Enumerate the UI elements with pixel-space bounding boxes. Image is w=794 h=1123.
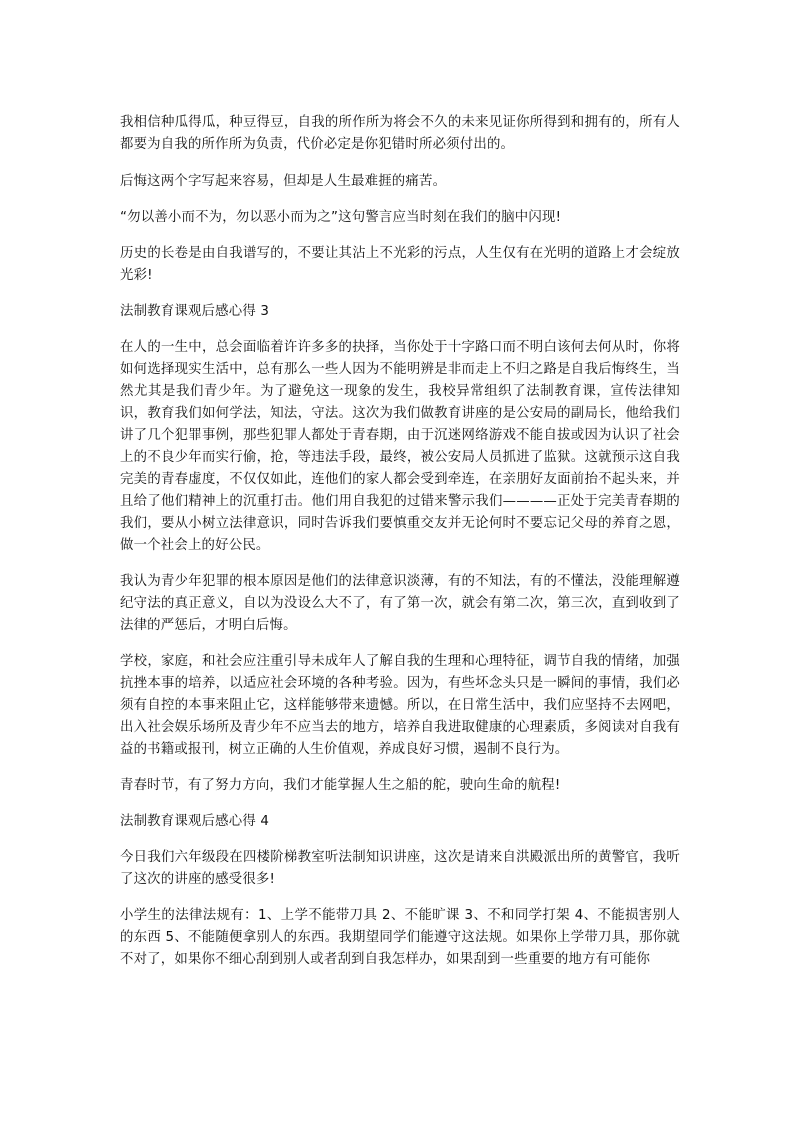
paragraph: 历史的长卷是由自我谱写的，不要让其沾上不光彩的污点，人生仅有在光明的道路上才会绽放光彩! bbox=[120, 246, 680, 283]
document-body bbox=[120, 112, 680, 985]
paragraph: 小学生的法律法规有：1、上学不能带刀具 2、不能旷课 3、不和同学打架 4、不能损害别人的东西 5、不能随便拿别人的东西。我期望同学们能遵守这法规。如果你上学带刀具，那你就不对了，如果你不细心刮到别人或者刮到自我怎样办，如果刮到一些重要的地方有可能你 bbox=[120, 908, 680, 967]
paragraph: 今日我们六年级段在四楼阶梯教室听法制知识讲座，这次是请来自洪殿派出所的黄警官，我听了这次的讲座的感受很多! bbox=[120, 850, 680, 887]
paragraph: 我相信种瓜得瓜，种豆得豆，自我的所作所为将会不久的未来见证你所得到和拥有的，所有人都要为自我的所作所为负责，代价必定是你犯错时所必须付出的。 bbox=[120, 115, 680, 152]
paragraph: 我认为青少年犯罪的根本原因是他们的法律意识淡薄，有的不知法，有的不懂法，没能理解遵纪守法的真正意义，自以为没设么大不了，有了第一次，就会有第二次，第三次，直到收到了法律的严惩后，才明白后悔。 bbox=[120, 574, 680, 633]
paragraph: 学校，家庭，和社会应注重引导未成年人了解自我的生理和心理特征，调节自我的情绪，加强抗挫本事的培养，以适应社会环境的各种考验。因为，有些坏念头只是一瞬间的事情，我们必须有自控的本事来阻止它，这样能够带来遗憾。所以，在日常生活中，我们应坚持不去网吧，出入社会娱乐场所及青少年不应当去的地方，培养自我进取健康的心理素质，多阅读对自我有益的书籍或报刊，树立正确的人生价值观，养成良好习惯，遏制不良行为。 bbox=[120, 654, 680, 757]
paragraph: 在人的一生中，总会面临着许许多多的抉择，当你处于十字路口而不明白该何去何从时，你将如何选择现实生活中，总有那么一些人因为不能明辨是非而走上不归之路是自我后悔终生，当然尤其是我们青少年。为了避免这一现象的发生，我校异常组织了法制教育课，宣传法律知识，教育我们如何学法，知法，守法。这次为我们做教育讲座的是公安局的副局长，他给我们讲了几个犯罪事例，那些犯罪人都处于青春期，由于沉迷网络游戏不能自拔或因为认识了社会上的不良少年而实行偷，抢，等违法手段，最终，被公安局人员抓进了监狱。这就预示这自我完美的青春虚度，不仅仅如此，连他们的家人都会受到牵连，在亲朋好友面前抬不起头来，并且给了他们精神上的沉重打击。他们用自我犯的过错来警示我们————正处于完美青春期的我们，要从小树立法律意识，同时告诉我们要慎重交友并无论何时不要忘记父母的养育之恩，做一个社会上的好公民。 bbox=[120, 340, 680, 553]
paragraph: 青春时节，有了努力方向，我们才能掌握人生之船的舵，驶向生命的航程! bbox=[120, 778, 561, 793]
section-heading: 法制教育课观后感心得 3 bbox=[120, 304, 270, 319]
section-heading: 法制教育课观后感心得 4 bbox=[120, 814, 270, 829]
paragraph: “勿以善小而不为，勿以恶小而为之”这句警言应当时刻在我们的脑中闪现! bbox=[120, 210, 562, 225]
paragraph: 后悔这两个字写起来容易，但却是人生最难捱的痛苦。 bbox=[120, 174, 447, 189]
